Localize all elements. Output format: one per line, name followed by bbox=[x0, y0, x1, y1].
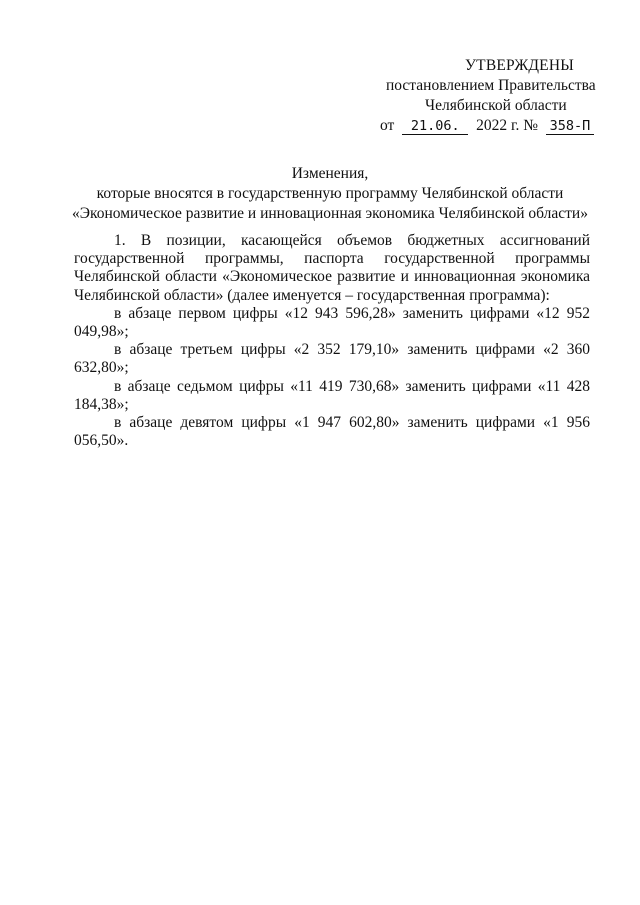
document-body bbox=[74, 232, 590, 450]
approval-stamp bbox=[380, 56, 612, 136]
amendment-item-2: в абзаце третьем цифры «2 352 179,10» заменить цифрами «2 360 632,80»; bbox=[74, 341, 590, 377]
amendment-item-4: в абзаце девятом цифры «1 947 602,80» заменить цифрами «1 956 056,50». bbox=[74, 414, 590, 450]
paragraph-1: 1. В позиции, касающейся объемов бюджетных ассигнований государственной программы, паспорта государственной программы Челябинской области «Экономическое развитие и инновационная экономика Челябинской области» (далее именуется – государственная программа): bbox=[74, 232, 590, 304]
approval-title: УТВЕРЖДЕНЫ bbox=[465, 57, 574, 74]
approval-region: Челябинской области bbox=[425, 97, 567, 114]
amendment-item-1: в абзаце первом цифры «12 943 596,28» заменить цифрами «12 952 049,98»; bbox=[74, 304, 590, 341]
approval-number-value: 358-П bbox=[546, 118, 594, 135]
approval-date-line bbox=[380, 116, 612, 136]
heading-title: Изменения, bbox=[291, 165, 369, 182]
approval-date-value: 21.06. bbox=[402, 118, 468, 135]
heading-subtitle: которые вносятся в государственную программу Челябинской области bbox=[96, 185, 564, 202]
approval-authority: постановлением Правительства bbox=[386, 77, 596, 94]
document-heading bbox=[40, 164, 620, 224]
amendment-item-3: в абзаце седьмом цифры «11 419 730,68» заменить цифрами «11 428 184,38»; bbox=[74, 377, 590, 413]
approval-year-suffix: 2022 г. № bbox=[476, 117, 539, 134]
approval-date-prefix: от bbox=[380, 117, 395, 134]
heading-program-name: «Экономическое развитие и инновационная экономика Челябинской области» bbox=[72, 205, 588, 222]
